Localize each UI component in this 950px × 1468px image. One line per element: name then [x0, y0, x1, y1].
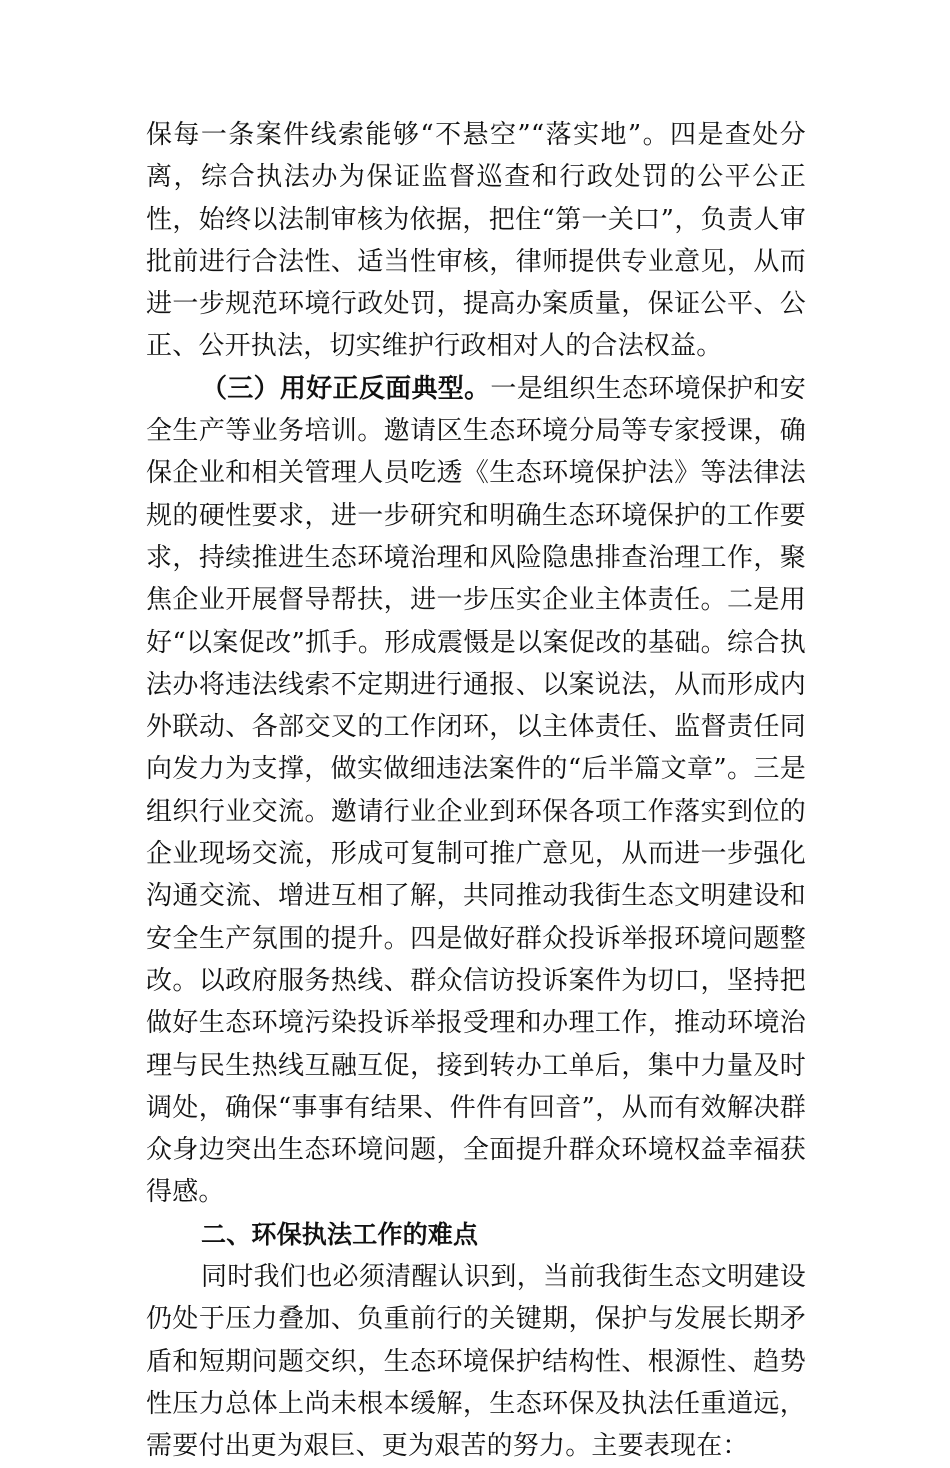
paragraph-typical-examples	[146, 368, 806, 1214]
document-body	[146, 114, 806, 1468]
subsection-heading-three: （三）用好正反面典型。	[201, 373, 491, 404]
paragraph-difficulties-intro: 同时我们也必须清醒认识到，当前我街生态文明建设仍处于压力叠加、负重前行的关键期，保护与发展长期矛盾和短期问题交织，生态环境保护结构性、根源性、趋势性压力总体上尚未根本缓解，生态环保及执法任重道远，需要付出更为艰巨、更为艰苦的努力。主要表现在：	[146, 1262, 806, 1462]
paragraph-typical-examples-body: 一是组织生态环境保护和安全生产等业务培训。邀请区生态环境分局等专家授课，确保企业和相关管理人员吃透《生态环境保护法》等法律法规的硬性要求，进一步研究和明确生态环境保护的工作要求，持续推进生态环境治理和风险隐患排查治理工作，聚焦企业开展督导帮扶，进一步压实企业主体责任。二是用好“以案促改”抓手。形成震慑是以案促改的基础。综合执法办将违法线索不定期进行通报、以案说法，从而形成内外联动、各部交叉的工作闭环，以主体责任、监督责任同向发力为支撑，做实做细违法案件的“后半篇文章”。三是组织行业交流。邀请行业企业到环保各项工作落实到位的企业现场交流，形成可复制可推广意见，从而进一步强化沟通交流、增进互相了解，共同推动我街生态文明建设和安全生产氛围的提升。四是做好群众投诉举报环境问题整改。以政府服务热线、群众信访投诉案件为切口，坚持把做好生态环境污染投诉举报受理和办理工作，推动环境治理与民生热线互融互促，接到转办工单后，集中力量及时调处，确保“事事有结果、件件有回音”，从而有效解决群众身边突出生态环境问题，全面提升群众环境权益幸福获得感。	[146, 373, 807, 1208]
section-heading-difficulties: 二、环保执法工作的难点	[201, 1219, 479, 1249]
paragraph-continuation: 保每一条案件线索能够“不悬空”“落实地”。四是查处分离，综合执法办为保证监督巡查和行政处罚的公平公正性，始终以法制审核为依据，把住“第一关口”，负责人审批前进行合法性、适当性审核，律师提供专业意见，从而进一步规范环境行政处罚，提高办案质量，保证公平、公正、公开执法，切实维护行政相对人的合法权益。	[146, 120, 806, 362]
